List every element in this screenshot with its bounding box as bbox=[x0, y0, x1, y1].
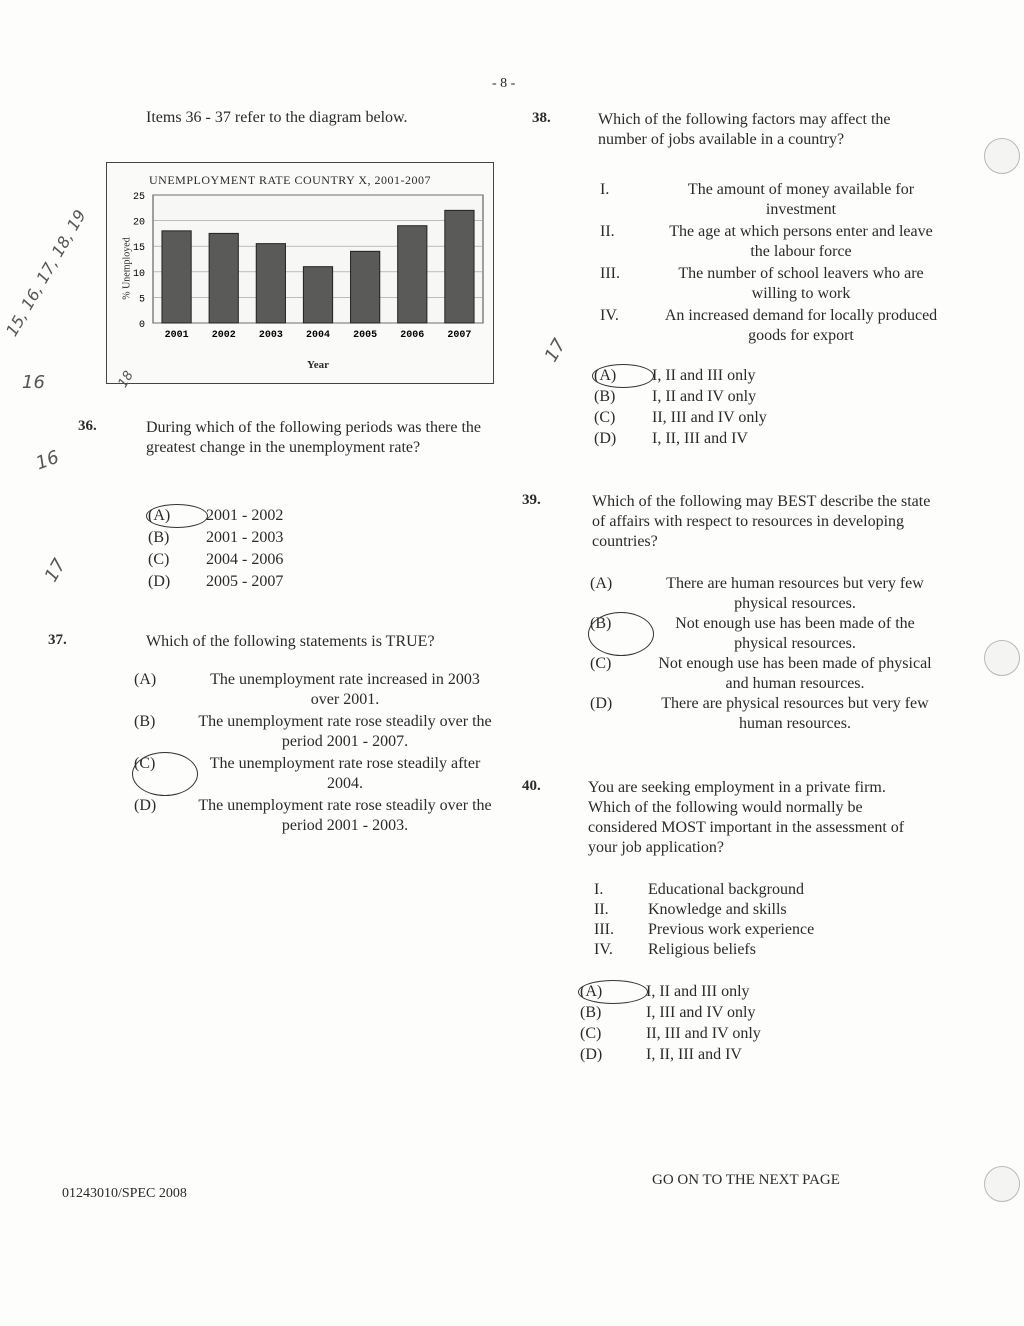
q38-number: 38. bbox=[532, 110, 551, 126]
chart-xlabel: Year bbox=[307, 359, 329, 371]
q40-option-2-text: I, III and IV only bbox=[646, 1004, 756, 1021]
q40-option-4-label: (D) bbox=[580, 1046, 603, 1063]
page-number: - 8 - bbox=[492, 76, 516, 91]
q39-option-1-text: There are human resources but very few physical resources. bbox=[666, 575, 924, 612]
unemployment-chart bbox=[106, 162, 494, 384]
q38-item-2-label: II. bbox=[600, 223, 615, 240]
q39-option-2-label: (B) bbox=[590, 614, 652, 654]
q39-option-4-text: There are physical resources but very few human resources. bbox=[661, 695, 929, 732]
q40-option-4-text: I, II, III and IV bbox=[646, 1046, 742, 1063]
q38-option-3 bbox=[594, 408, 914, 428]
chart-title: UNEMPLOYMENT RATE COUNTRY X, 2001-2007 bbox=[149, 173, 432, 187]
chart-ytick-label: 10 bbox=[132, 268, 145, 280]
chart-xtick-label: 2004 bbox=[305, 330, 331, 341]
footer-next-page: GO ON TO THE NEXT PAGE bbox=[652, 1172, 840, 1188]
handwritten-note-36: 16 bbox=[33, 446, 62, 475]
q37-stem: Which of the following statements is TRUE? bbox=[146, 633, 435, 650]
q40-option-1 bbox=[580, 982, 880, 1002]
q39-option-2 bbox=[590, 614, 938, 654]
chart-bar-2002 bbox=[209, 233, 238, 323]
q37-option-4-text: The unemployment rate rose steadily over the period 2001 - 2003. bbox=[198, 797, 492, 834]
q36-option-4-text: 2005 - 2007 bbox=[206, 573, 284, 590]
q36-option-1 bbox=[148, 506, 468, 526]
q38-item-3-label: III. bbox=[600, 265, 620, 282]
q40-option-3 bbox=[580, 1024, 880, 1044]
q36-option-1-label: (A) bbox=[148, 506, 206, 526]
chart-ytick-label: 20 bbox=[132, 217, 145, 229]
q40-option-2-label: (B) bbox=[580, 1004, 602, 1021]
q37-option-2-text: The unemployment rate rose steadily over the period 2001 - 2007. bbox=[198, 713, 492, 750]
q39-option-4-label: (D) bbox=[590, 695, 613, 712]
q40-item-4 bbox=[594, 940, 894, 960]
q38-option-4-text: I, II, III and IV bbox=[652, 430, 748, 447]
q40-item-4-text: Religious beliefs bbox=[648, 941, 756, 958]
punch-hole-middle bbox=[984, 640, 1020, 676]
q37-option-4 bbox=[134, 796, 494, 836]
q37-option-3-label: (C) bbox=[134, 754, 196, 794]
q39-option-3 bbox=[590, 654, 938, 694]
q37-option-2-label: (B) bbox=[134, 713, 156, 730]
q40-option-4 bbox=[580, 1045, 880, 1065]
chart-xtick-label: 2005 bbox=[353, 330, 378, 341]
q38-option-1-text: I, II and III only bbox=[652, 367, 756, 384]
q40-item-3-text: Previous work experience bbox=[648, 921, 815, 938]
q36-option-3 bbox=[148, 550, 468, 570]
q38-item-3-text: The number of school leavers who are willing to work bbox=[678, 265, 924, 302]
punch-hole-top bbox=[984, 138, 1020, 174]
q38-item-4-text: An increased demand for locally produced goods for export bbox=[664, 307, 938, 344]
q39-number: 39. bbox=[522, 492, 541, 508]
q38-option-1-label: (A) bbox=[594, 366, 652, 386]
q36-option-2-text: 2001 - 2003 bbox=[206, 529, 284, 546]
chart-ytick-label: 25 bbox=[132, 192, 145, 203]
q38-item-4 bbox=[600, 306, 944, 346]
footer-code: 01243010/SPEC 2008 bbox=[62, 1186, 187, 1201]
chart-ytick-label: 15 bbox=[132, 243, 145, 255]
q40-option-1-label: (A) bbox=[580, 982, 646, 1002]
q39-option-3-label: (C) bbox=[590, 655, 612, 672]
q37-option-1-label: (A) bbox=[134, 671, 157, 688]
q40-item-2-label: II. bbox=[594, 901, 609, 918]
handwritten-margin-note: 15, 16, 17, 18, 19 bbox=[2, 206, 90, 340]
chart-xtick-label: 2006 bbox=[400, 330, 425, 341]
q37-option-1-text: The unemployment rate increased in 2003 over 2001. bbox=[210, 671, 480, 708]
items-intro: Items 36 - 37 refer to the diagram below. bbox=[146, 109, 408, 126]
q39-option-1-label: (A) bbox=[590, 575, 613, 592]
q38-option-3-text: II, III and IV only bbox=[652, 409, 767, 426]
q38-item-4-label: IV. bbox=[600, 307, 619, 324]
q40-item-1-label: I. bbox=[594, 881, 604, 898]
q38-item-2 bbox=[600, 222, 944, 262]
chart-ytick-label: 5 bbox=[138, 294, 145, 306]
q37-option-3 bbox=[134, 754, 494, 794]
q38-item-1 bbox=[600, 180, 944, 220]
q39-option-4 bbox=[590, 694, 938, 734]
q39-stem: Which of the following may BEST describe the state of affairs with respect to resources in developing countries? bbox=[592, 493, 931, 550]
punch-hole-bottom bbox=[984, 1166, 1020, 1202]
q40-item-3 bbox=[594, 920, 894, 940]
chart-bar-2003 bbox=[256, 244, 285, 323]
q38-item-1-label: I. bbox=[600, 181, 610, 198]
q40-item-2 bbox=[594, 900, 894, 920]
q40-item-4-label: IV. bbox=[594, 941, 613, 958]
q40-item-2-text: Knowledge and skills bbox=[648, 901, 787, 918]
q36-option-3-text: 2004 - 2006 bbox=[206, 551, 284, 568]
q37-option-3-text: The unemployment rate rose steadily after 2004. bbox=[209, 755, 481, 792]
q36-stem: During which of the following periods was there the greatest change in the unemployment rate? bbox=[146, 419, 482, 456]
q38-item-2-text: The age at which persons enter and leave the labour force bbox=[669, 223, 933, 260]
chart-xtick-label: 2002 bbox=[211, 330, 236, 341]
chart-bar-2001 bbox=[162, 231, 191, 323]
q38-option-2-label: (B) bbox=[594, 388, 616, 405]
q36-option-2 bbox=[148, 528, 468, 548]
q36-option-4-label: (D) bbox=[148, 573, 171, 590]
q38-option-2-text: I, II and IV only bbox=[652, 388, 757, 405]
chart-plot bbox=[107, 163, 493, 383]
q38-stem: Which of the following factors may affect the number of jobs available in a country? bbox=[598, 111, 891, 148]
q38-option-3-label: (C) bbox=[594, 409, 616, 426]
chart-bar-2005 bbox=[351, 251, 380, 323]
chart-ytick-label: 0 bbox=[138, 320, 145, 331]
chart-bar-2007 bbox=[445, 210, 474, 323]
q40-option-1-text: I, II and III only bbox=[646, 983, 750, 1000]
q38-option-4-label: (D) bbox=[594, 430, 617, 447]
q38-item-1-text: The amount of money available for investment bbox=[687, 181, 915, 218]
q37-option-2 bbox=[134, 712, 494, 752]
q36-number: 36. bbox=[78, 418, 97, 434]
q38-option-1 bbox=[594, 366, 914, 386]
q40-option-3-text: II, III and IV only bbox=[646, 1025, 761, 1042]
handwritten-note-16: 16 bbox=[22, 372, 45, 393]
handwritten-note-38: 17 bbox=[540, 335, 571, 366]
chart-xtick-label: 2001 bbox=[164, 330, 189, 341]
q37-option-1 bbox=[134, 670, 494, 710]
q36-option-1-text: 2001 - 2002 bbox=[206, 507, 284, 524]
q37-option-4-label: (D) bbox=[134, 797, 157, 814]
q40-item-3-label: III. bbox=[594, 921, 614, 938]
q38-item-3 bbox=[600, 264, 944, 304]
q39-option-1 bbox=[590, 574, 938, 614]
chart-ylabel: % Unemployed bbox=[121, 237, 133, 300]
q40-option-3-label: (C) bbox=[580, 1025, 602, 1042]
q36-option-2-label: (B) bbox=[148, 529, 170, 546]
q37-number: 37. bbox=[48, 632, 67, 648]
q40-stem: You are seeking employment in a private firm. Which of the following would normally be considered MOST important in the assessment of your job application? bbox=[588, 779, 905, 856]
q39-option-2-text: Not enough use has been made of the physical resources. bbox=[675, 615, 915, 652]
q38-option-4 bbox=[594, 429, 914, 449]
chart-xtick-label: 2007 bbox=[447, 330, 472, 341]
q40-item-1 bbox=[594, 880, 894, 900]
handwritten-note-37: 17 bbox=[40, 555, 71, 586]
q39-option-3-text: Not enough use has been made of physical and human resources. bbox=[658, 655, 932, 692]
q40-option-2 bbox=[580, 1003, 880, 1023]
handwritten-note-chart: 18 bbox=[115, 368, 137, 391]
q36-option-3-label: (C) bbox=[148, 551, 170, 568]
chart-xtick-label: 2003 bbox=[258, 330, 283, 341]
q40-item-1-text: Educational background bbox=[648, 881, 804, 898]
q38-option-2 bbox=[594, 387, 914, 407]
chart-bar-2006 bbox=[398, 226, 427, 323]
q40-number: 40. bbox=[522, 778, 541, 794]
q36-option-4 bbox=[148, 572, 468, 592]
chart-bar-2004 bbox=[303, 267, 332, 323]
